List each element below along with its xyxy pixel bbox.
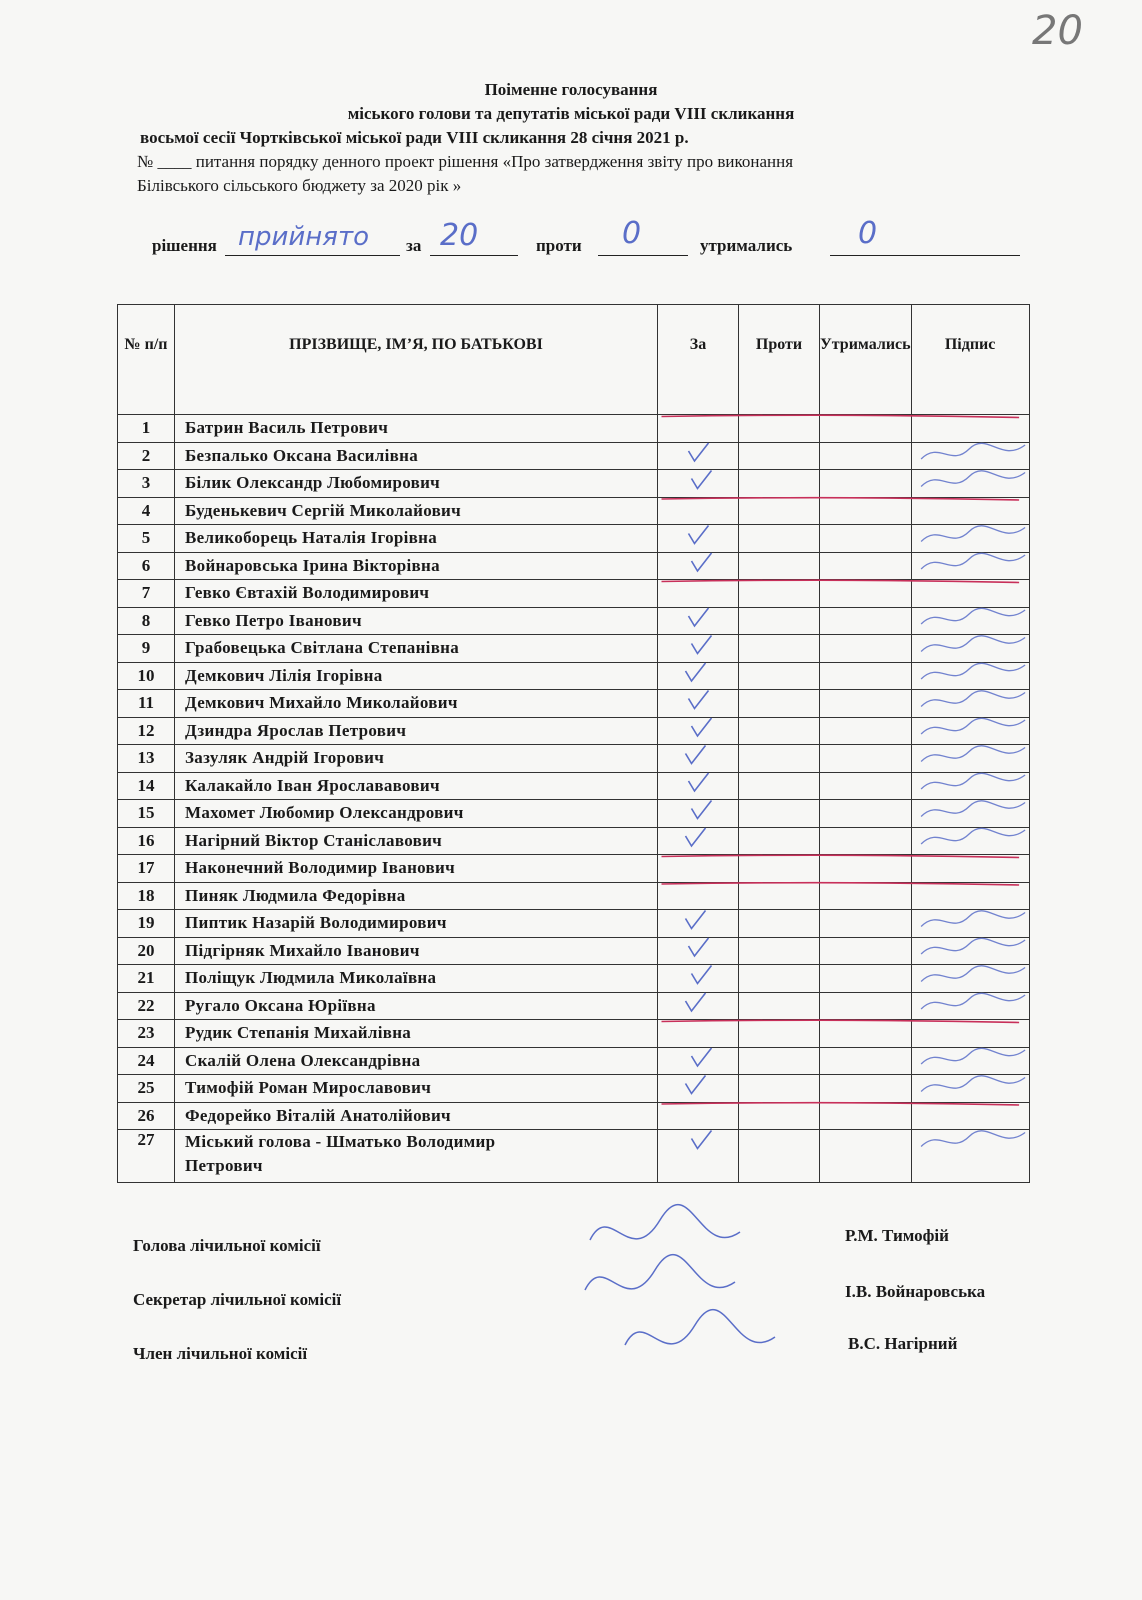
cell-for <box>658 415 739 443</box>
cell-signature <box>911 690 1029 718</box>
cell-signature <box>911 662 1029 690</box>
row-number: 23 <box>118 1020 175 1048</box>
cell-against <box>739 992 820 1020</box>
cell-signature <box>911 1047 1029 1075</box>
cell-abstained <box>820 910 912 938</box>
row-number: 7 <box>118 580 175 608</box>
row-number: 18 <box>118 882 175 910</box>
row-name: Пиняк Людмила Федорівна <box>175 882 658 910</box>
table-row <box>118 910 1030 938</box>
table-row <box>118 635 1030 663</box>
cell-abstained <box>820 442 912 470</box>
cell-against <box>739 580 820 608</box>
table-row <box>118 1102 1030 1130</box>
cell-against <box>739 470 820 498</box>
row-name: Демкович Лілія Ігорівна <box>175 662 658 690</box>
cell-for <box>658 992 739 1020</box>
cell-abstained <box>820 827 912 855</box>
cell-against <box>739 717 820 745</box>
row-number: 4 <box>118 497 175 525</box>
row-name: Дзиндра Ярослав Петрович <box>175 717 658 745</box>
table-row <box>118 690 1030 718</box>
row-number: 13 <box>118 745 175 773</box>
cell-against <box>739 910 820 938</box>
row-name: Білик Олександр Любомирович <box>175 470 658 498</box>
cell-for <box>658 635 739 663</box>
cell-for <box>658 580 739 608</box>
commission-signature <box>590 1205 740 1240</box>
against-label: проти <box>536 236 582 255</box>
cell-against <box>739 745 820 773</box>
cell-against <box>739 772 820 800</box>
voting-table <box>117 304 1030 1183</box>
col-num-header: № п/п <box>118 305 175 415</box>
cell-abstained <box>820 525 912 553</box>
table-row <box>118 1130 1030 1183</box>
col-against-header: Проти <box>739 305 820 415</box>
cell-against <box>739 1020 820 1048</box>
row-number: 27 <box>118 1130 175 1183</box>
cell-signature <box>911 910 1029 938</box>
cell-abstained <box>820 1047 912 1075</box>
cell-for <box>658 1102 739 1130</box>
cell-for <box>658 1047 739 1075</box>
cell-against <box>739 800 820 828</box>
cell-signature <box>911 635 1029 663</box>
against-underline <box>598 254 688 256</box>
secretary-label: Секретар лічильної комісії <box>133 1290 342 1309</box>
document-subtitle: міського голови та депутатів міської ради VIII скликання <box>347 104 795 123</box>
cell-abstained <box>820 415 912 443</box>
cell-for <box>658 442 739 470</box>
row-name: Рудик Степанія Михайлівна <box>175 1020 658 1048</box>
cell-for <box>658 827 739 855</box>
row-number: 14 <box>118 772 175 800</box>
commission-signature <box>585 1255 735 1290</box>
cell-signature <box>911 525 1029 553</box>
cell-against <box>739 1047 820 1075</box>
row-name: Зазуляк Андрій Ігорович <box>175 745 658 773</box>
row-number: 15 <box>118 800 175 828</box>
table-row <box>118 607 1030 635</box>
col-signature-header: Підпис <box>911 305 1029 415</box>
table-row <box>118 580 1030 608</box>
row-name: Великоборець Наталія Ігорівна <box>175 525 658 553</box>
table-row <box>118 882 1030 910</box>
table-row <box>118 992 1030 1020</box>
row-number: 16 <box>118 827 175 855</box>
cell-signature <box>911 992 1029 1020</box>
cell-abstained <box>820 1102 912 1130</box>
cell-signature <box>911 1020 1029 1048</box>
cell-for <box>658 552 739 580</box>
row-number: 19 <box>118 910 175 938</box>
row-number: 12 <box>118 717 175 745</box>
session-line: восьмої сесії Чортківської міської ради VIII скликання 28 січня 2021 р. <box>140 128 689 147</box>
cell-for <box>658 717 739 745</box>
cell-abstained <box>820 800 912 828</box>
row-name: Скалій Олена Олександрівна <box>175 1047 658 1075</box>
agenda-question-line2: Білівського сільського бюджету за 2020 рік » <box>137 176 462 195</box>
row-name: Федорейко Віталій Анатолійович <box>175 1102 658 1130</box>
row-number: 5 <box>118 525 175 553</box>
table-header-row <box>118 305 1030 415</box>
page-number: 20 <box>1032 8 1083 54</box>
table-row <box>118 1020 1030 1048</box>
cell-for <box>658 607 739 635</box>
for-underline <box>430 254 518 256</box>
cell-against <box>739 937 820 965</box>
col-name-header: ПРІЗВИЩЕ, ІМ’Я, ПО БАТЬКОВІ <box>175 305 658 415</box>
row-name-line2: Петрович <box>185 1156 263 1175</box>
row-name: Калакайло Іван Ярослававович <box>175 772 658 800</box>
cell-against <box>739 415 820 443</box>
row-name: Войнаровська Ірина Вікторівна <box>175 552 658 580</box>
cell-against <box>739 497 820 525</box>
row-name <box>175 1130 658 1183</box>
for-label: за <box>406 236 422 255</box>
row-name: Підгірняк Михайло Іванович <box>175 937 658 965</box>
cell-for <box>658 882 739 910</box>
cell-for <box>658 965 739 993</box>
member-name: В.С. Нагірний <box>848 1334 958 1353</box>
cell-signature <box>911 745 1029 773</box>
cell-signature <box>911 882 1029 910</box>
cell-for <box>658 800 739 828</box>
row-name: Буденькевич Сергій Миколайович <box>175 497 658 525</box>
cell-against <box>739 552 820 580</box>
table-row <box>118 1075 1030 1103</box>
table-row <box>118 497 1030 525</box>
cell-against <box>739 882 820 910</box>
row-number: 24 <box>118 1047 175 1075</box>
for-count: 20 <box>440 218 479 253</box>
table-row <box>118 745 1030 773</box>
cell-signature <box>911 772 1029 800</box>
cell-for <box>658 937 739 965</box>
cell-signature <box>911 415 1029 443</box>
abstained-underline <box>830 254 1020 256</box>
table-row <box>118 855 1030 883</box>
cell-for <box>658 910 739 938</box>
row-number: 9 <box>118 635 175 663</box>
cell-abstained <box>820 552 912 580</box>
cell-against <box>739 442 820 470</box>
row-number: 20 <box>118 937 175 965</box>
table-row <box>118 470 1030 498</box>
table-row <box>118 415 1030 443</box>
row-name: Наконечний Володимир Іванович <box>175 855 658 883</box>
cell-against <box>739 855 820 883</box>
cell-for <box>658 772 739 800</box>
cell-against <box>739 690 820 718</box>
cell-abstained <box>820 965 912 993</box>
cell-signature <box>911 1102 1029 1130</box>
cell-against <box>739 1130 820 1183</box>
row-name: Грабовецька Світлана Степанівна <box>175 635 658 663</box>
cell-for <box>658 1075 739 1103</box>
cell-abstained <box>820 1075 912 1103</box>
cell-abstained <box>820 855 912 883</box>
table-row <box>118 525 1030 553</box>
row-number: 11 <box>118 690 175 718</box>
row-number: 26 <box>118 1102 175 1130</box>
row-name: Ругало Оксана Юріївна <box>175 992 658 1020</box>
row-name: Батрин Василь Петрович <box>175 415 658 443</box>
row-number: 8 <box>118 607 175 635</box>
decision-underline <box>225 254 400 256</box>
cell-abstained <box>820 1020 912 1048</box>
cell-abstained <box>820 470 912 498</box>
cell-for <box>658 855 739 883</box>
chair-name: Р.М. Тимофій <box>845 1226 949 1245</box>
cell-for <box>658 525 739 553</box>
cell-abstained <box>820 1130 912 1183</box>
table-row <box>118 717 1030 745</box>
cell-abstained <box>820 772 912 800</box>
cell-for <box>658 1130 739 1183</box>
table-row <box>118 442 1030 470</box>
cell-abstained <box>820 635 912 663</box>
agenda-question-line1: № ____ питання порядку денного проект рішення «Про затвердження звіту про виконання <box>137 152 794 171</box>
row-name: Гевко Петро Іванович <box>175 607 658 635</box>
cell-signature <box>911 937 1029 965</box>
table-row <box>118 552 1030 580</box>
cell-signature <box>911 827 1029 855</box>
cell-abstained <box>820 992 912 1020</box>
chair-label: Голова лічильної комісії <box>133 1236 321 1255</box>
cell-signature <box>911 1075 1029 1103</box>
cell-abstained <box>820 745 912 773</box>
cell-signature <box>911 442 1029 470</box>
cell-for <box>658 1020 739 1048</box>
cell-abstained <box>820 690 912 718</box>
cell-signature <box>911 965 1029 993</box>
cell-abstained <box>820 662 912 690</box>
against-count: 0 <box>622 216 642 251</box>
cell-against <box>739 662 820 690</box>
abstained-count: 0 <box>858 216 878 251</box>
table-row <box>118 772 1030 800</box>
cell-against <box>739 525 820 553</box>
col-abstained-header: Утримались <box>820 305 912 415</box>
row-number: 17 <box>118 855 175 883</box>
secretary-name: І.В. Войнаровська <box>845 1282 986 1301</box>
cell-against <box>739 607 820 635</box>
cell-signature <box>911 552 1029 580</box>
cell-against <box>739 635 820 663</box>
row-name-line1: Міський голова - Шматько Володимир <box>185 1132 496 1151</box>
row-name: Поліщук Людмила Миколаївна <box>175 965 658 993</box>
row-number: 10 <box>118 662 175 690</box>
cell-for <box>658 662 739 690</box>
cell-against <box>739 827 820 855</box>
decision-value: прийнято <box>238 222 369 252</box>
cell-signature <box>911 580 1029 608</box>
commission-signature <box>625 1310 775 1345</box>
cell-against <box>739 965 820 993</box>
cell-signature <box>911 470 1029 498</box>
table-row <box>118 800 1030 828</box>
row-name: Безпалько Оксана Василівна <box>175 442 658 470</box>
cell-abstained <box>820 607 912 635</box>
member-label: Член лічильної комісії <box>133 1344 308 1363</box>
row-name: Гевко Євтахій Володимирович <box>175 580 658 608</box>
col-for-header: За <box>658 305 739 415</box>
cell-for <box>658 497 739 525</box>
cell-against <box>739 1102 820 1130</box>
row-name: Махомет Любомир Олександрович <box>175 800 658 828</box>
abstained-label: утримались <box>700 236 793 255</box>
cell-abstained <box>820 937 912 965</box>
row-name: Демкович Михайло Миколайович <box>175 690 658 718</box>
table-row <box>118 827 1030 855</box>
table-row <box>118 965 1030 993</box>
row-number: 3 <box>118 470 175 498</box>
cell-against <box>739 1075 820 1103</box>
row-number: 2 <box>118 442 175 470</box>
cell-for <box>658 690 739 718</box>
cell-abstained <box>820 497 912 525</box>
cell-signature <box>911 607 1029 635</box>
cell-signature <box>911 855 1029 883</box>
row-number: 21 <box>118 965 175 993</box>
table-row <box>118 1047 1030 1075</box>
cell-signature <box>911 497 1029 525</box>
document-title: Поіменне голосування <box>484 80 658 99</box>
row-number: 1 <box>118 415 175 443</box>
cell-abstained <box>820 580 912 608</box>
row-number: 6 <box>118 552 175 580</box>
cell-abstained <box>820 882 912 910</box>
cell-for <box>658 470 739 498</box>
row-number: 25 <box>118 1075 175 1103</box>
table-row <box>118 662 1030 690</box>
row-name: Тимофій Роман Мирославович <box>175 1075 658 1103</box>
cell-for <box>658 745 739 773</box>
cell-signature <box>911 1130 1029 1183</box>
row-number: 22 <box>118 992 175 1020</box>
decision-line <box>152 236 217 256</box>
cell-abstained <box>820 717 912 745</box>
cell-signature <box>911 717 1029 745</box>
row-name: Пиптик Назарій Володимирович <box>175 910 658 938</box>
cell-signature <box>911 800 1029 828</box>
decision-label: рішення <box>152 236 217 255</box>
table-row <box>118 937 1030 965</box>
row-name: Нагірний Віктор Станіславович <box>175 827 658 855</box>
